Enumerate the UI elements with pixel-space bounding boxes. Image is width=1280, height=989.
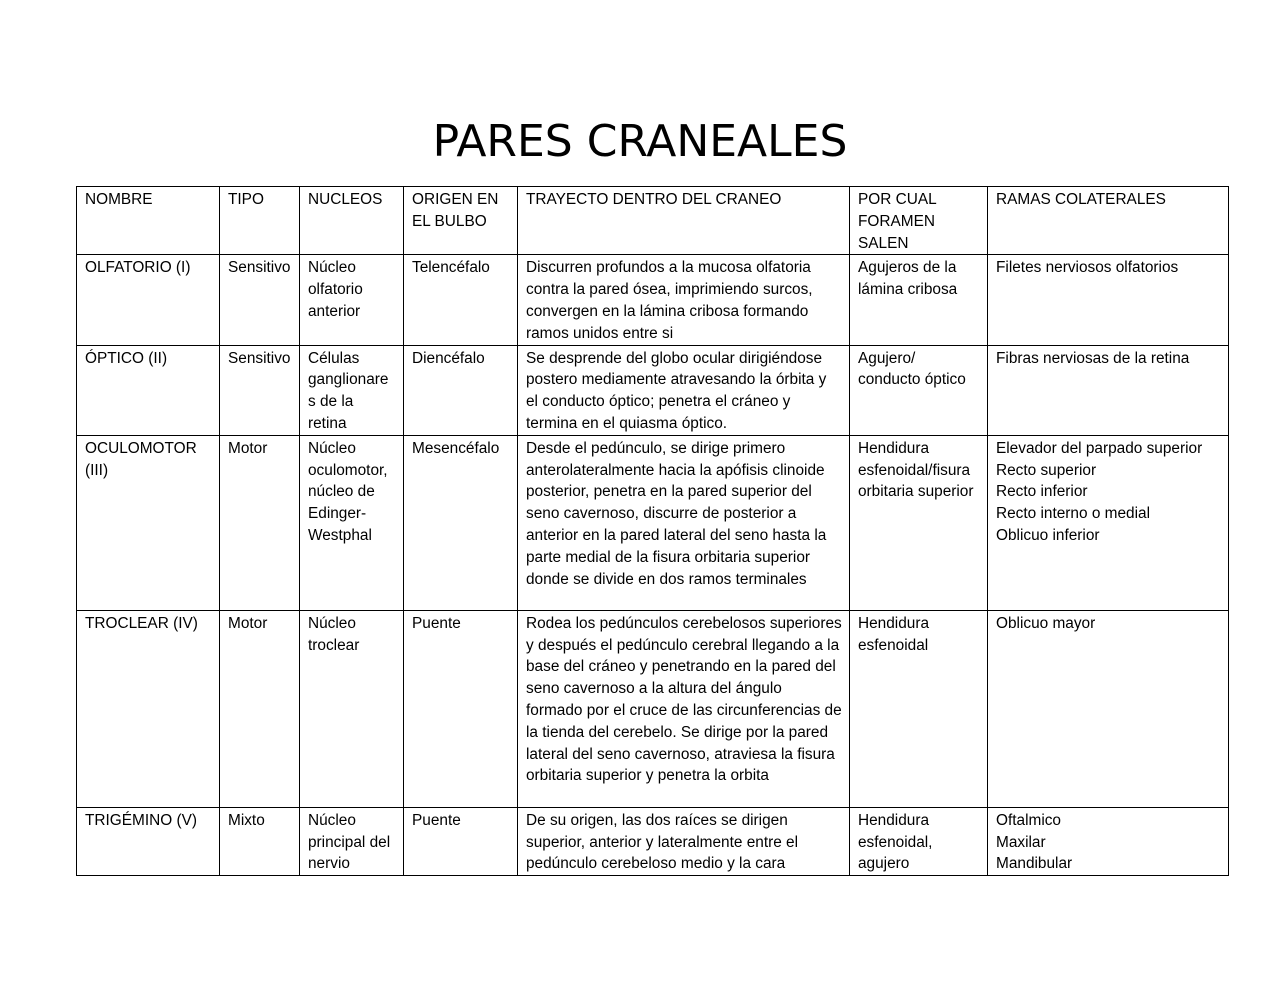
- cell-foramen: Agujeros de la lámina cribosa: [850, 255, 988, 345]
- cell-ramas: [988, 435, 1229, 610]
- cell-foramen: Hendidura esfenoidal: [850, 610, 988, 807]
- table-row: [77, 255, 1229, 345]
- cell-foramen: Agujero/ conducto óptico: [850, 345, 988, 435]
- rama-item: Oblicuo mayor: [996, 614, 1096, 632]
- cell-nucleos: Núcleo oculomotor, núcleo de Edinger-Westphal: [300, 435, 404, 610]
- table-row: [77, 610, 1229, 807]
- page-title: PARES CRANEALES: [432, 116, 848, 167]
- cell-ramas: [988, 345, 1229, 435]
- table-header-row: [77, 187, 1229, 255]
- cell-nucleos: Núcleo olfatorio anterior: [300, 255, 404, 345]
- cell-tipo: Sensitivo: [220, 345, 300, 435]
- cell-foramen: Hendidura esfenoidal/fisura orbitaria superior: [850, 435, 988, 610]
- cell-trayecto: Discurren profundos a la mucosa olfatoria contra la pared ósea, imprimiendo surcos, convergen en la lámina cribosa formando ramos unidos entre si: [518, 255, 850, 345]
- cell-nombre: TRIGÉMINO (V): [77, 807, 220, 875]
- cell-nombre: OCULOMOTOR (III): [77, 435, 220, 610]
- header-trayecto: TRAYECTO DENTRO DEL CRANEO: [518, 187, 850, 255]
- cell-origen: Mesencéfalo: [404, 435, 518, 610]
- cell-trayecto: Rodea los pedúnculos cerebelosos superiores y después el pedúnculo cerebral llegando a la base del cráneo y penetrando en la pared del seno cavernoso a la altura del ángulo formado por el cruce de las circunferencias de la tienda del cerebelo. Se dirige por la pared lateral del seno cavernoso, atraviesa la fisura orbitaria superior y penetra la orbita: [518, 610, 850, 807]
- header-origen: ORIGEN EN EL BULBO: [404, 187, 518, 255]
- cell-nombre: ÓPTICO (II): [77, 345, 220, 435]
- header-tipo: TIPO: [220, 187, 300, 255]
- cell-nucleos: Núcleo principal del nervio: [300, 807, 404, 875]
- cell-origen: Telencéfalo: [404, 255, 518, 345]
- cell-tipo: Sensitivo: [220, 255, 300, 345]
- header-foramen: POR CUAL FORAMEN SALEN: [850, 187, 988, 255]
- rama-item: Fibras nerviosas de la retina: [996, 349, 1190, 367]
- cell-ramas: [988, 807, 1229, 875]
- header-ramas: RAMAS COLATERALES: [988, 187, 1229, 255]
- cell-ramas: [988, 610, 1229, 807]
- cell-nombre: TROCLEAR (IV): [77, 610, 220, 807]
- rama-item: Mandibular: [996, 855, 1073, 873]
- rama-item: Oblicuo inferior: [996, 526, 1100, 544]
- cell-trayecto: De su origen, las dos raíces se dirigen superior, anterior y lateralmente entre el pedúnculo cerebeloso medio y la cara: [518, 807, 850, 875]
- cell-tipo: Mixto: [220, 807, 300, 875]
- cell-nucleos: Células ganglionares de la retina: [300, 345, 404, 435]
- table-row: [77, 807, 1229, 875]
- cell-ramas: [988, 255, 1229, 345]
- cell-foramen: Hendidura esfenoidal, agujero: [850, 807, 988, 875]
- cell-trayecto: Se desprende del globo ocular dirigiéndose postero mediamente atravesando la órbita y el conducto óptico; penetra el cráneo y termina en el quiasma óptico.: [518, 345, 850, 435]
- cranial-nerves-table: [76, 186, 1229, 876]
- rama-item: Recto inferior: [996, 483, 1088, 501]
- rama-item: Recto superior: [996, 461, 1097, 479]
- header-nombre: NOMBRE: [77, 187, 220, 255]
- rama-item: Recto interno o medial: [996, 505, 1150, 523]
- cell-tipo: Motor: [220, 610, 300, 807]
- table-row: [77, 345, 1229, 435]
- cell-nombre: OLFATORIO (I): [77, 255, 220, 345]
- cell-origen: Puente: [404, 807, 518, 875]
- header-nucleos: NUCLEOS: [300, 187, 404, 255]
- cell-trayecto: Desde el pedúnculo, se dirige primero anterolateralmente hacia la apófisis clinoide posterior, penetra en la pared superior del seno cavernoso, discurre de posterior a anterior en la pared lateral del seno hasta la parte medial de la fisura orbitaria superior donde se divide en dos ramos terminales: [518, 435, 850, 610]
- table-row: [77, 435, 1229, 610]
- rama-item: Maxilar: [996, 833, 1046, 851]
- cell-nucleos: Núcleo troclear: [300, 610, 404, 807]
- cell-tipo: Motor: [220, 435, 300, 610]
- rama-item: Elevador del parpado superior: [996, 439, 1203, 457]
- cell-origen: Diencéfalo: [404, 345, 518, 435]
- cell-origen: Puente: [404, 610, 518, 807]
- rama-item: Oftalmico: [996, 811, 1061, 829]
- rama-item: Filetes nerviosos olfatorios: [996, 259, 1179, 277]
